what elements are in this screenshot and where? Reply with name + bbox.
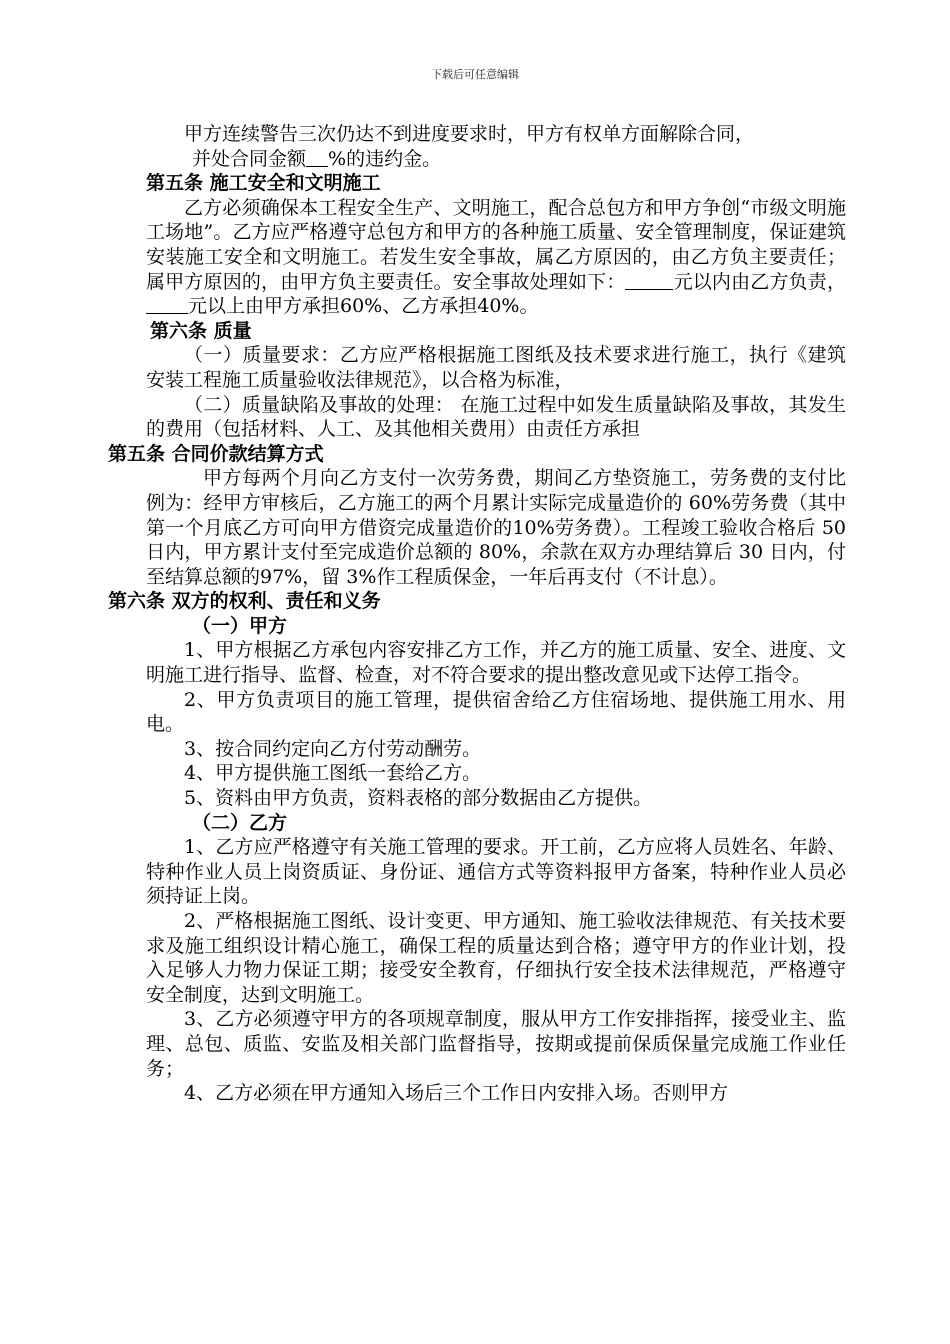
paragraph-safety — [146, 196, 846, 319]
heading-article-6-rights: 第六条 双方的权利、责任和义务 — [108, 590, 381, 613]
list-item: 3、乙方必须遵守甲方的各项规章制度，服从甲方工作安排指挥，接受业主、监理、总包、质监、安监及相关部门监督指导，按期或提前保质保量完成施工作业任务； — [146, 1008, 846, 1080]
text: 元以内由乙方负责， — [673, 270, 846, 293]
paragraph-penalty — [146, 147, 846, 172]
paragraph-payment: 甲方每两个月向乙方支付一次劳务费，期间乙方垫资施工，劳务费的支付比例为：经甲方审核后，乙方施工的两个月累计实际完成量造价的 60%劳务费（其中第一个月底乙方可向甲方借资完成量造价的10%劳务费）。工程竣工验收合格后 50 日内，甲方累计支付至完成造价总额的 80%，余款在双方办理结算后 30 日内，付至结算总额的97%，留 3%作工程质保金，一年后再支付（不计息）。 — [146, 467, 846, 588]
list-item: 1、甲方根据乙方承包内容安排乙方工作，并乙方的施工质量、安全、进度、文明施工进行指导、监督、检查，对不符合要求的提出整改意见或下达停工指令。 — [146, 639, 846, 687]
subheading-party-a: （一）甲方 — [192, 614, 288, 637]
paragraph-progress-warning — [146, 122, 846, 147]
heading-article-6-quality: 第六条 质量 — [150, 319, 252, 342]
document-body — [108, 122, 846, 1106]
text: 元以上由甲方承担60%、乙方承担40%。 — [188, 295, 539, 318]
text: 并处合同金额 — [192, 147, 307, 170]
heading-article-5-safety: 第五条 施工安全和文明施工 — [146, 172, 381, 195]
list-item: 4、乙方必须在甲方通知入场后三个工作日内安排入场。否则甲方 — [184, 1082, 729, 1105]
list-item: 4、甲方提供施工图纸一套给乙方。 — [184, 762, 482, 785]
list-item: 2、甲方负责项目的施工管理，提供宿舍给乙方住宿场地、提供施工用水、用电。 — [146, 688, 846, 736]
blank-field — [306, 148, 328, 167]
list-item: 5、资料由甲方负责，资料表格的部分数据由乙方提供。 — [184, 787, 653, 810]
paragraph-quality-requirement: （一）质量要求：乙方应严格根据施工图纸及技术要求进行施工，执行《建筑安装工程施工质量验收法律规范》，以合格为标准， — [146, 344, 846, 391]
blank-field — [625, 271, 673, 290]
page-header: 下载后可任意编辑 — [431, 68, 519, 81]
text: 乙方必须确保本工程安全生产、文明施工，配合总包方和甲方争创“市级文明施工场地”。乙方应严格遵守总包方和甲方的各种施工质量、安全管理制度，保证建筑安装施工安全和文明施工。若发生安全事故，属乙方原因的，由乙方负主要责任；属甲方原因的，由甲方负主要责任。安全事故处理如下： — [146, 196, 846, 293]
list-item: 1、乙方应严格遵守有关施工管理的要求。开工前，乙方应将人员姓名、年龄、特种作业人员上岗资质证、身份证、通信方式等资料报甲方备案，特种作业人员必须持证上岗。 — [146, 836, 846, 908]
subheading-party-b: （二）乙方 — [192, 811, 288, 834]
paragraph-quality-defect: （二）质量缺陷及事故的处理： 在施工过程中如发生质量缺陷及事故，其发生的费用（包括材料、人工、及其他相关费用）由责任方承担 — [146, 393, 846, 441]
list-item: 2、严格根据施工图纸、设计变更、甲方通知、施工验收法律规范、有关技术要求及施工组织设计精心施工，确保工程的质量达到合格；遵守甲方的作业计划，投入足够人力物力保证工期；接受安全教育，仔细执行安全技术法律规范，严格遵守安全制度，达到文明施工。 — [146, 910, 846, 1006]
heading-article-5-payment: 第五条 合同价款结算方式 — [108, 442, 324, 465]
blank-field — [146, 295, 188, 314]
text: 甲方连续警告三次仍达不到进度要求时，甲方有权单方面解除合同， — [184, 123, 755, 145]
text: %的违约金。 — [328, 147, 442, 170]
list-item: 3、按合同约定向乙方付劳动酬劳。 — [184, 737, 482, 760]
